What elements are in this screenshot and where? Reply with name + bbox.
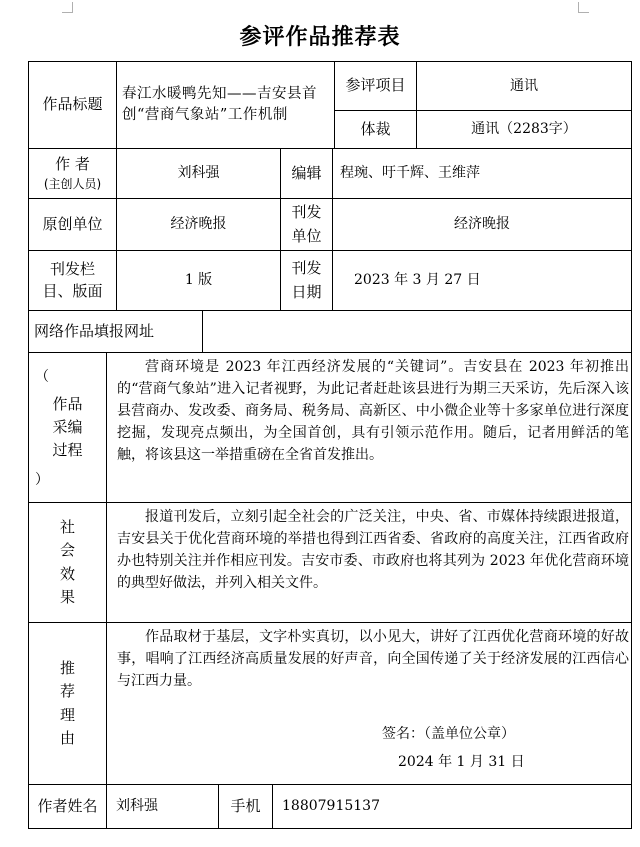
effect-label-cell	[29, 503, 106, 622]
rule	[106, 784, 107, 829]
rule	[28, 622, 632, 623]
phone-value: 18807915137	[282, 798, 380, 815]
network-url-value[interactable]	[208, 311, 628, 352]
effect-label: 社会效果	[59, 518, 75, 606]
sign-date: 2024 年 1 月 31 日	[398, 753, 525, 770]
category-label: 参评项目	[345, 76, 406, 95]
signature-line: 签名：（盖单位公章）	[382, 725, 515, 742]
publish-unit-value: 经济晚报	[454, 216, 510, 233]
work-title-label: 作品标题	[42, 95, 103, 114]
publish-unit-label-cell	[281, 199, 332, 250]
reason-label-cell	[29, 623, 106, 784]
border-bottom	[28, 828, 632, 829]
author-value: 刘科强	[177, 165, 220, 182]
rule	[272, 784, 273, 829]
reason-text: 作品取材于基层，文字朴实真切，以小见大，讲好了江西优化营商环境的好故事，唱响了江西经济高质量发展的好声音，向全国传递了关于经济发展的江西信心与江西力量。	[117, 629, 629, 689]
crop-mark-right	[578, 2, 589, 13]
effect-text: 报道刊发后，立刻引起全社会的广泛关注，中央、省、市媒体持续跟进报道，吉安县关于优化营商环境的举措也得到江西省委、省政府的高度关注，江西省政府办也特别关注并作相应刊发。吉安市委、市政府也将其列为 2023 年优化营商环境的典型好做法，并列入相关文件。	[117, 509, 629, 591]
author-label-cell	[29, 149, 116, 198]
original-unit-value: 经济晚报	[170, 216, 227, 233]
recommendation-form-table	[28, 61, 632, 829]
process-close-paren: ）	[35, 471, 49, 488]
form-title: 参评作品推荐表	[239, 25, 401, 50]
column-page-label-cell	[29, 251, 116, 310]
process-label-cell	[29, 353, 106, 502]
column-page-label: 刊发栏目、版面	[42, 259, 103, 300]
publish-unit-label: 刊发单位	[291, 203, 322, 245]
rule	[106, 352, 107, 784]
publish-date-value: 2023 年 3 月 27 日	[354, 272, 481, 289]
crop-mark-left	[62, 2, 73, 13]
rule	[202, 310, 203, 352]
process-open-paren: （	[35, 369, 49, 385]
phone-label: 手机	[230, 796, 261, 815]
rule	[28, 502, 632, 503]
border-right	[631, 61, 632, 829]
network-url-label: 网络作品填报网址	[34, 321, 155, 340]
reason-label: 推荐理由	[59, 659, 75, 747]
process-text: 营商环境是 2023 年江西经济发展的“关键词”。吉安县在 2023 年初推出的“营商气象站”进入记者视野，为此记者赶赴该县进行为期三天采访，先后深入该县营商办、发改委、商务局、税务局、高新区、中小微企业等十多家单位进行深度挖掘，发现亮点频出，为全国首创，具有引领示范作用。随后，记者用鲜活的笔触，将该县这一举措重磅在全省首发推出。	[117, 359, 629, 463]
author-label: 作 者	[55, 154, 90, 173]
original-unit-label: 原创单位	[42, 214, 103, 233]
editor-label: 编辑	[291, 163, 322, 182]
process-label: 作品采编过程	[52, 394, 83, 460]
author-name-value: 刘科强	[116, 798, 158, 815]
editor-value: 程琬、吁千辉、王维萍	[340, 165, 480, 182]
author-name-label: 作者姓名	[37, 796, 98, 815]
rule	[28, 352, 632, 353]
publish-date-label-cell	[281, 251, 332, 310]
genre-value: 通讯（2283字）	[471, 121, 577, 138]
genre-label: 体裁	[360, 119, 391, 138]
category-value: 通讯	[510, 77, 538, 94]
publish-date-label: 刊发日期	[291, 259, 322, 301]
work-title-value: 春江水暖鸭先知——吉安县首创“营商气象站”工作机制	[122, 85, 317, 123]
column-page-value: 1 版	[184, 272, 213, 289]
author-label-sub: (主创人员)	[43, 176, 102, 191]
